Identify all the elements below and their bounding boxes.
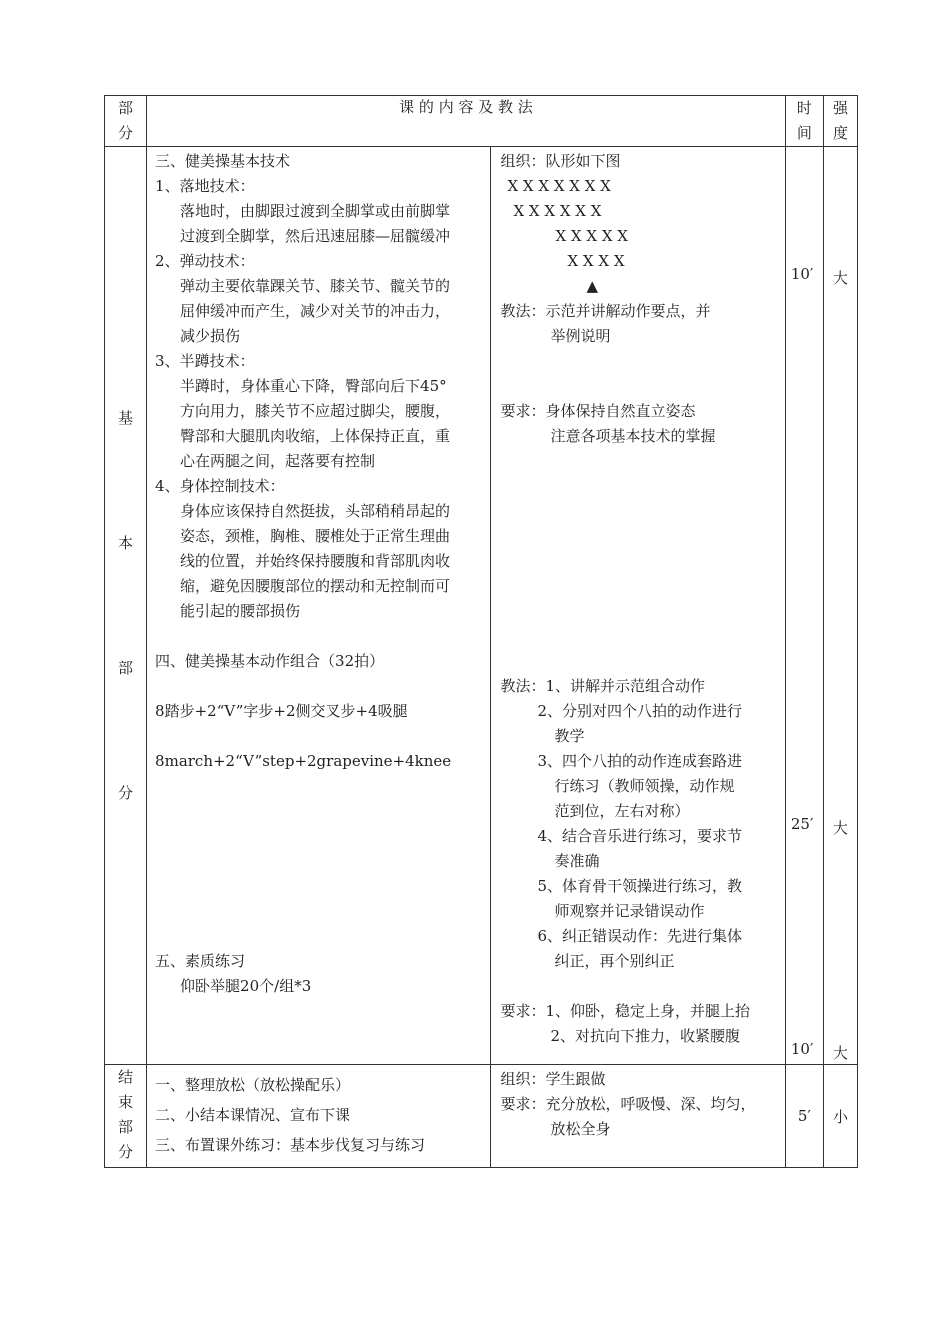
time-value: 25′ — [790, 815, 814, 833]
organization-line: 组织：队形如下图 — [500, 152, 621, 170]
time-value: 5′ — [797, 1107, 811, 1125]
main-section-label: 基 本 部 分 — [105, 147, 147, 1065]
header-content-methods: 课 的 内 容 及 教 法 — [147, 96, 786, 147]
formation-row: X X X X — [567, 252, 625, 270]
teacher-triangle-icon: ▲ — [586, 277, 599, 295]
main-intensity-cell — [823, 147, 857, 1065]
intensity-value: 大 — [832, 1044, 848, 1062]
time-value: 10′ — [790, 1040, 814, 1058]
end-intensity-cell — [823, 1065, 857, 1168]
main-time-cell — [785, 147, 823, 1065]
teaching-method-title: 教法：1、讲解并示范组合动作 — [500, 677, 706, 695]
body-control-title: 4、身体控制技术： — [155, 477, 285, 495]
end-time-cell — [785, 1065, 823, 1168]
requirement-line: 要求：1、仰卧，稳定上身，并腿上抬 — [500, 1002, 751, 1020]
intensity-value: 大 — [832, 269, 848, 287]
lesson-plan-table — [104, 95, 858, 1168]
header-time: 时 间 — [785, 96, 823, 147]
landing-title: 1、落地技术： — [155, 177, 255, 195]
bounce-title: 2、弹动技术： — [155, 252, 255, 270]
main-section-row — [105, 147, 858, 1065]
header-intensity: 强 度 — [823, 96, 857, 147]
leg-raise-line: 仰卧举腿20个/组*3 — [180, 977, 312, 995]
intensity-value: 小 — [832, 1107, 848, 1126]
main-methods-cell: 组织：队形如下图 X X X X X X X X X X X X X X X X X X X X X X ▲ 教法：示范并讲解动作要点，并 举例说明 要求：身体保持自然直立姿态 注意各项基本技术的掌握 教法：1、讲解并示范组合动作 2、分别对四个八拍的动作进行 教学 3、四个八拍的动作连成套路进 行练习（教师领操，动作规 范到位，左右对称） 4、结合音乐进行练习，要求节 奏准确 5、体育骨干领操进行练习，教 师观察并记录错误动作 6、纠正错误动作：先进行集体 纠正，再个别纠正 要求：1、仰卧，稳定上身，并腿上抬 2、对抗向下推力，收紧腰腹 — [491, 147, 785, 1065]
formation-row: X X X X X — [555, 227, 628, 245]
table-header-row — [105, 96, 858, 147]
intensity-value: 大 — [832, 819, 848, 837]
section-3-title: 三、健美操基本技术 — [155, 152, 291, 170]
formation-row: X X X X X X X — [507, 177, 611, 195]
combo-chinese: 8踏步+2“V”字步+2侧交叉步+4吸腿 — [155, 702, 408, 720]
end-content-cell: 一、整理放松（放松操配乐） 二、小结本课情况、宣布下课 三、布置课外练习：基本步伐复习与练习 — [147, 1065, 491, 1168]
header-section: 部 分 — [105, 96, 147, 147]
time-value: 10′ — [790, 265, 814, 283]
section-4-title: 四、健美操基本动作组合（32拍） — [155, 652, 385, 670]
combo-english: 8march+2“V”step+2grapevine+4knee — [155, 752, 452, 770]
formation-row: X X X X X X — [513, 202, 602, 220]
end-section-row — [105, 1065, 858, 1168]
main-content-cell: 三、健美操基本技术 1、落地技术： 落地时，由脚跟过渡到全脚掌或由前脚掌 过渡到全脚掌，然后迅速屈膝—屈髋缓冲 2、弹动技术： 弹动主要依靠踝关节、膝关节、髋关节的 屈伸缓冲而产生，减少对关节的冲击力， 减少损伤 3、半蹲技术： 半蹲时，身体重心下降，臀部向后下45° 方向用力，膝关节不应超过脚尖，腰腹， 臀部和大腿肌肉收缩，上体保持正直，重 心在两腿之间，起落要有控制 4、身体控制技术： 身体应该保持自然挺拔，头部稍稍昂起的 姿态，颈椎，胸椎、腰椎处于正常生理曲 线的位置，并始终保持腰腹和背部肌肉收 缩，避免因腰腹部位的摆动和无控制而可 能引起的腰部损伤 四、健美操基本动作组合（32拍） 8踏步+2“V”字步+2侧交叉步+4吸腿 8march+2“V”step+2grapevine+4knee 五、素质练习 仰卧举腿20个/组*3 — [147, 147, 491, 1065]
section-5-title: 五、素质练习 — [155, 952, 246, 970]
half-squat-title: 3、半蹲技术： — [155, 352, 255, 370]
end-methods-cell: 组织：学生跟做 要求：充分放松，呼吸慢、深、均匀， 放松全身 — [491, 1065, 785, 1168]
formation-diagram — [500, 174, 784, 299]
end-section-label: 结 束 部 分 — [105, 1065, 147, 1168]
